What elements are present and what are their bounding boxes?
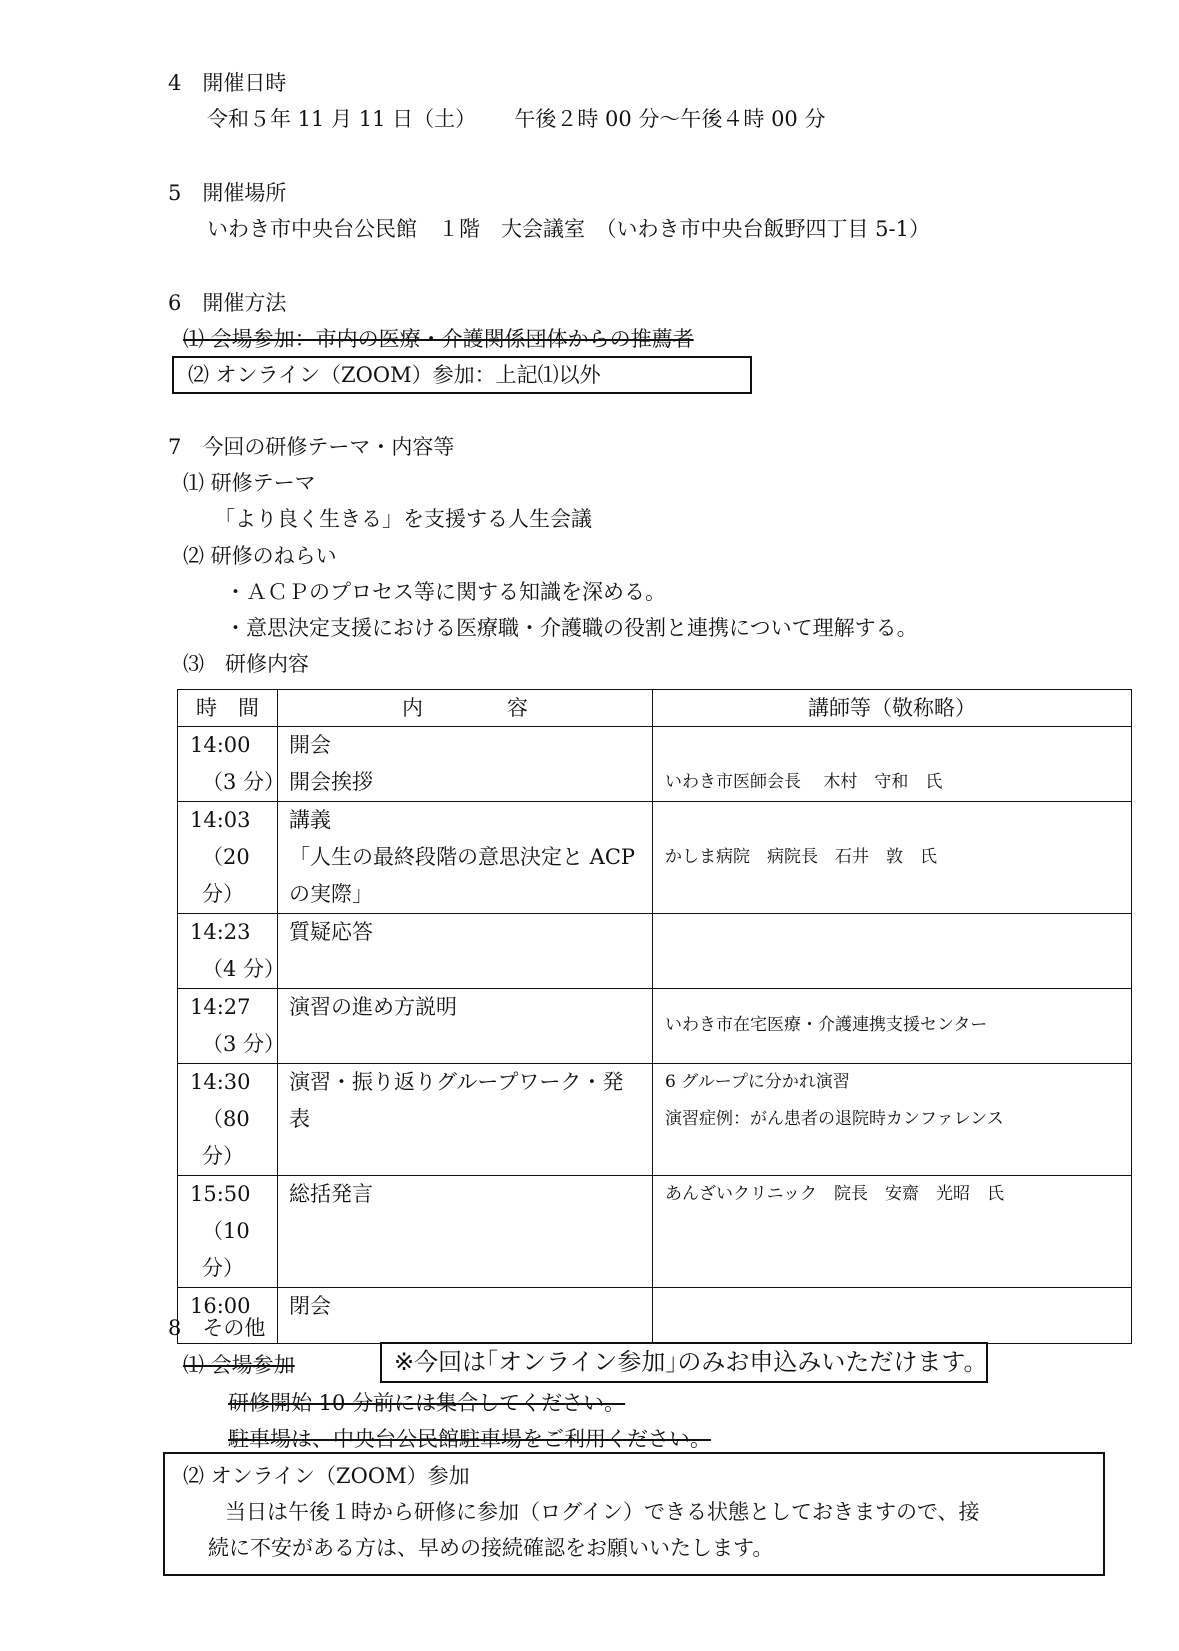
online-only-notice: ※今回は｢オンライン参加｣のみお申込みいただけます。 (380, 1342, 988, 1383)
row-content: 質疑応答 (289, 920, 373, 944)
row-instructor: 6 グループに分かれ演習 (665, 1072, 850, 1092)
row-time: 14:00 (190, 733, 251, 757)
row-duration: （80 分） (202, 1107, 250, 1168)
row-time: 14:27 (190, 995, 251, 1019)
table-header-row (178, 690, 1132, 727)
row-content: 演習の進め方説明 (289, 995, 457, 1019)
aim-1: ・ＡＣＰのプロセス等に関する知識を深める。 (225, 580, 666, 604)
row-duration: （3 分） (202, 770, 286, 794)
row-content: の実際」 (289, 882, 373, 906)
table-row (178, 989, 1132, 1064)
row-duration: （10 分） (202, 1219, 250, 1280)
table-row (178, 1176, 1132, 1288)
table-row (178, 914, 1132, 989)
row-content: 演習・振り返りグループワーク・発 (289, 1070, 624, 1094)
theme-text: 「より良く生きる」を支援する人生会議 (214, 507, 592, 531)
row-content: 表 (289, 1107, 310, 1131)
method-venue-struck: ⑴ 会場参加：市内の医療・介護関係団体からの推薦者 (183, 327, 694, 351)
row-content: 閉会 (289, 1294, 331, 1318)
table-row (178, 1288, 1132, 1344)
row-time: 14:03 (190, 808, 251, 832)
section-8-heading: 8 その他 (168, 1316, 266, 1340)
row-time: 14:30 (190, 1070, 251, 1094)
row-instructor: いわき市医師会長 木村 守和 氏 (665, 772, 943, 792)
method-online: ⑵ オンライン（ZOOM）参加：上記⑴以外 (188, 363, 601, 387)
row-instructor: あんざいクリニック 院長 安齋 光昭 氏 (665, 1184, 1004, 1204)
table-row (178, 727, 1132, 802)
col-header-content: 内 容 (278, 690, 653, 727)
aim-2: ・意思決定支援における医療職・介護職の役割と連携について理解する。 (225, 616, 918, 640)
online-participation-body-2: 続に不安がある方は、早めの接続確認をお願いいたします。 (208, 1536, 774, 1560)
parking-note-struck: 駐車場は、中央台公民館駐車場をご利用ください。 (228, 1427, 711, 1451)
row-time: 16:00 (190, 1294, 251, 1318)
section-4-heading: 4 開催日時 (168, 71, 287, 95)
online-participation-heading: ⑵ オンライン（ZOOM）参加 (183, 1464, 470, 1488)
row-time: 15:50 (190, 1182, 251, 1206)
online-participation-body-1: 当日は午後１時から研修に参加（ログイン）できる状態としておきますので、接 (225, 1500, 980, 1524)
row-instructor: かしま病院 病院長 石井 敦 氏 (665, 847, 937, 867)
section-6-heading: 6 開催方法 (168, 291, 287, 315)
section-5-heading: 5 開催場所 (168, 181, 287, 205)
row-instructor: 演習症例：がん患者の退院時カンファレンス (665, 1109, 1004, 1129)
col-header-instructor: 講師等（敬称略） (653, 690, 1132, 727)
row-content: 総括発言 (289, 1182, 373, 1206)
section-7-heading: 7 今回の研修テーマ・内容等 (168, 435, 455, 459)
row-duration: （3 分） (202, 1032, 286, 1056)
row-duration: （4 分） (202, 957, 286, 981)
event-datetime: 令和５年 11 月 11 日（土） 午後２時 00 分～午後４時 00 分 (207, 107, 826, 131)
gather-note-struck: 研修開始 10 分前には集合してください。 (228, 1391, 626, 1415)
row-time: 14:23 (190, 920, 251, 944)
row-instructor: いわき市在宅医療・介護連携支援センター (665, 1015, 988, 1035)
row-content: 講義 (289, 808, 331, 832)
row-content: 開会 (289, 733, 331, 757)
row-content: 開会挨拶 (289, 770, 373, 794)
row-duration: （20 分） (202, 845, 250, 906)
theme-subheading: ⑴ 研修テーマ (183, 471, 316, 495)
col-header-time: 時 間 (178, 690, 278, 727)
schedule-table (177, 689, 1132, 1344)
venue-participation-struck: ⑴ 会場参加 (183, 1353, 295, 1377)
content-subheading: ⑶ 研修内容 (183, 652, 309, 676)
row-content: 「人生の最終段階の意思決定と ACP (289, 845, 636, 869)
table-row (178, 802, 1132, 914)
table-row (178, 1064, 1132, 1176)
venue: いわき市中央台公民館 １階 大会議室 （いわき市中央台飯野四丁目 5-1） (207, 217, 930, 241)
aims-subheading: ⑵ 研修のねらい (183, 544, 337, 568)
